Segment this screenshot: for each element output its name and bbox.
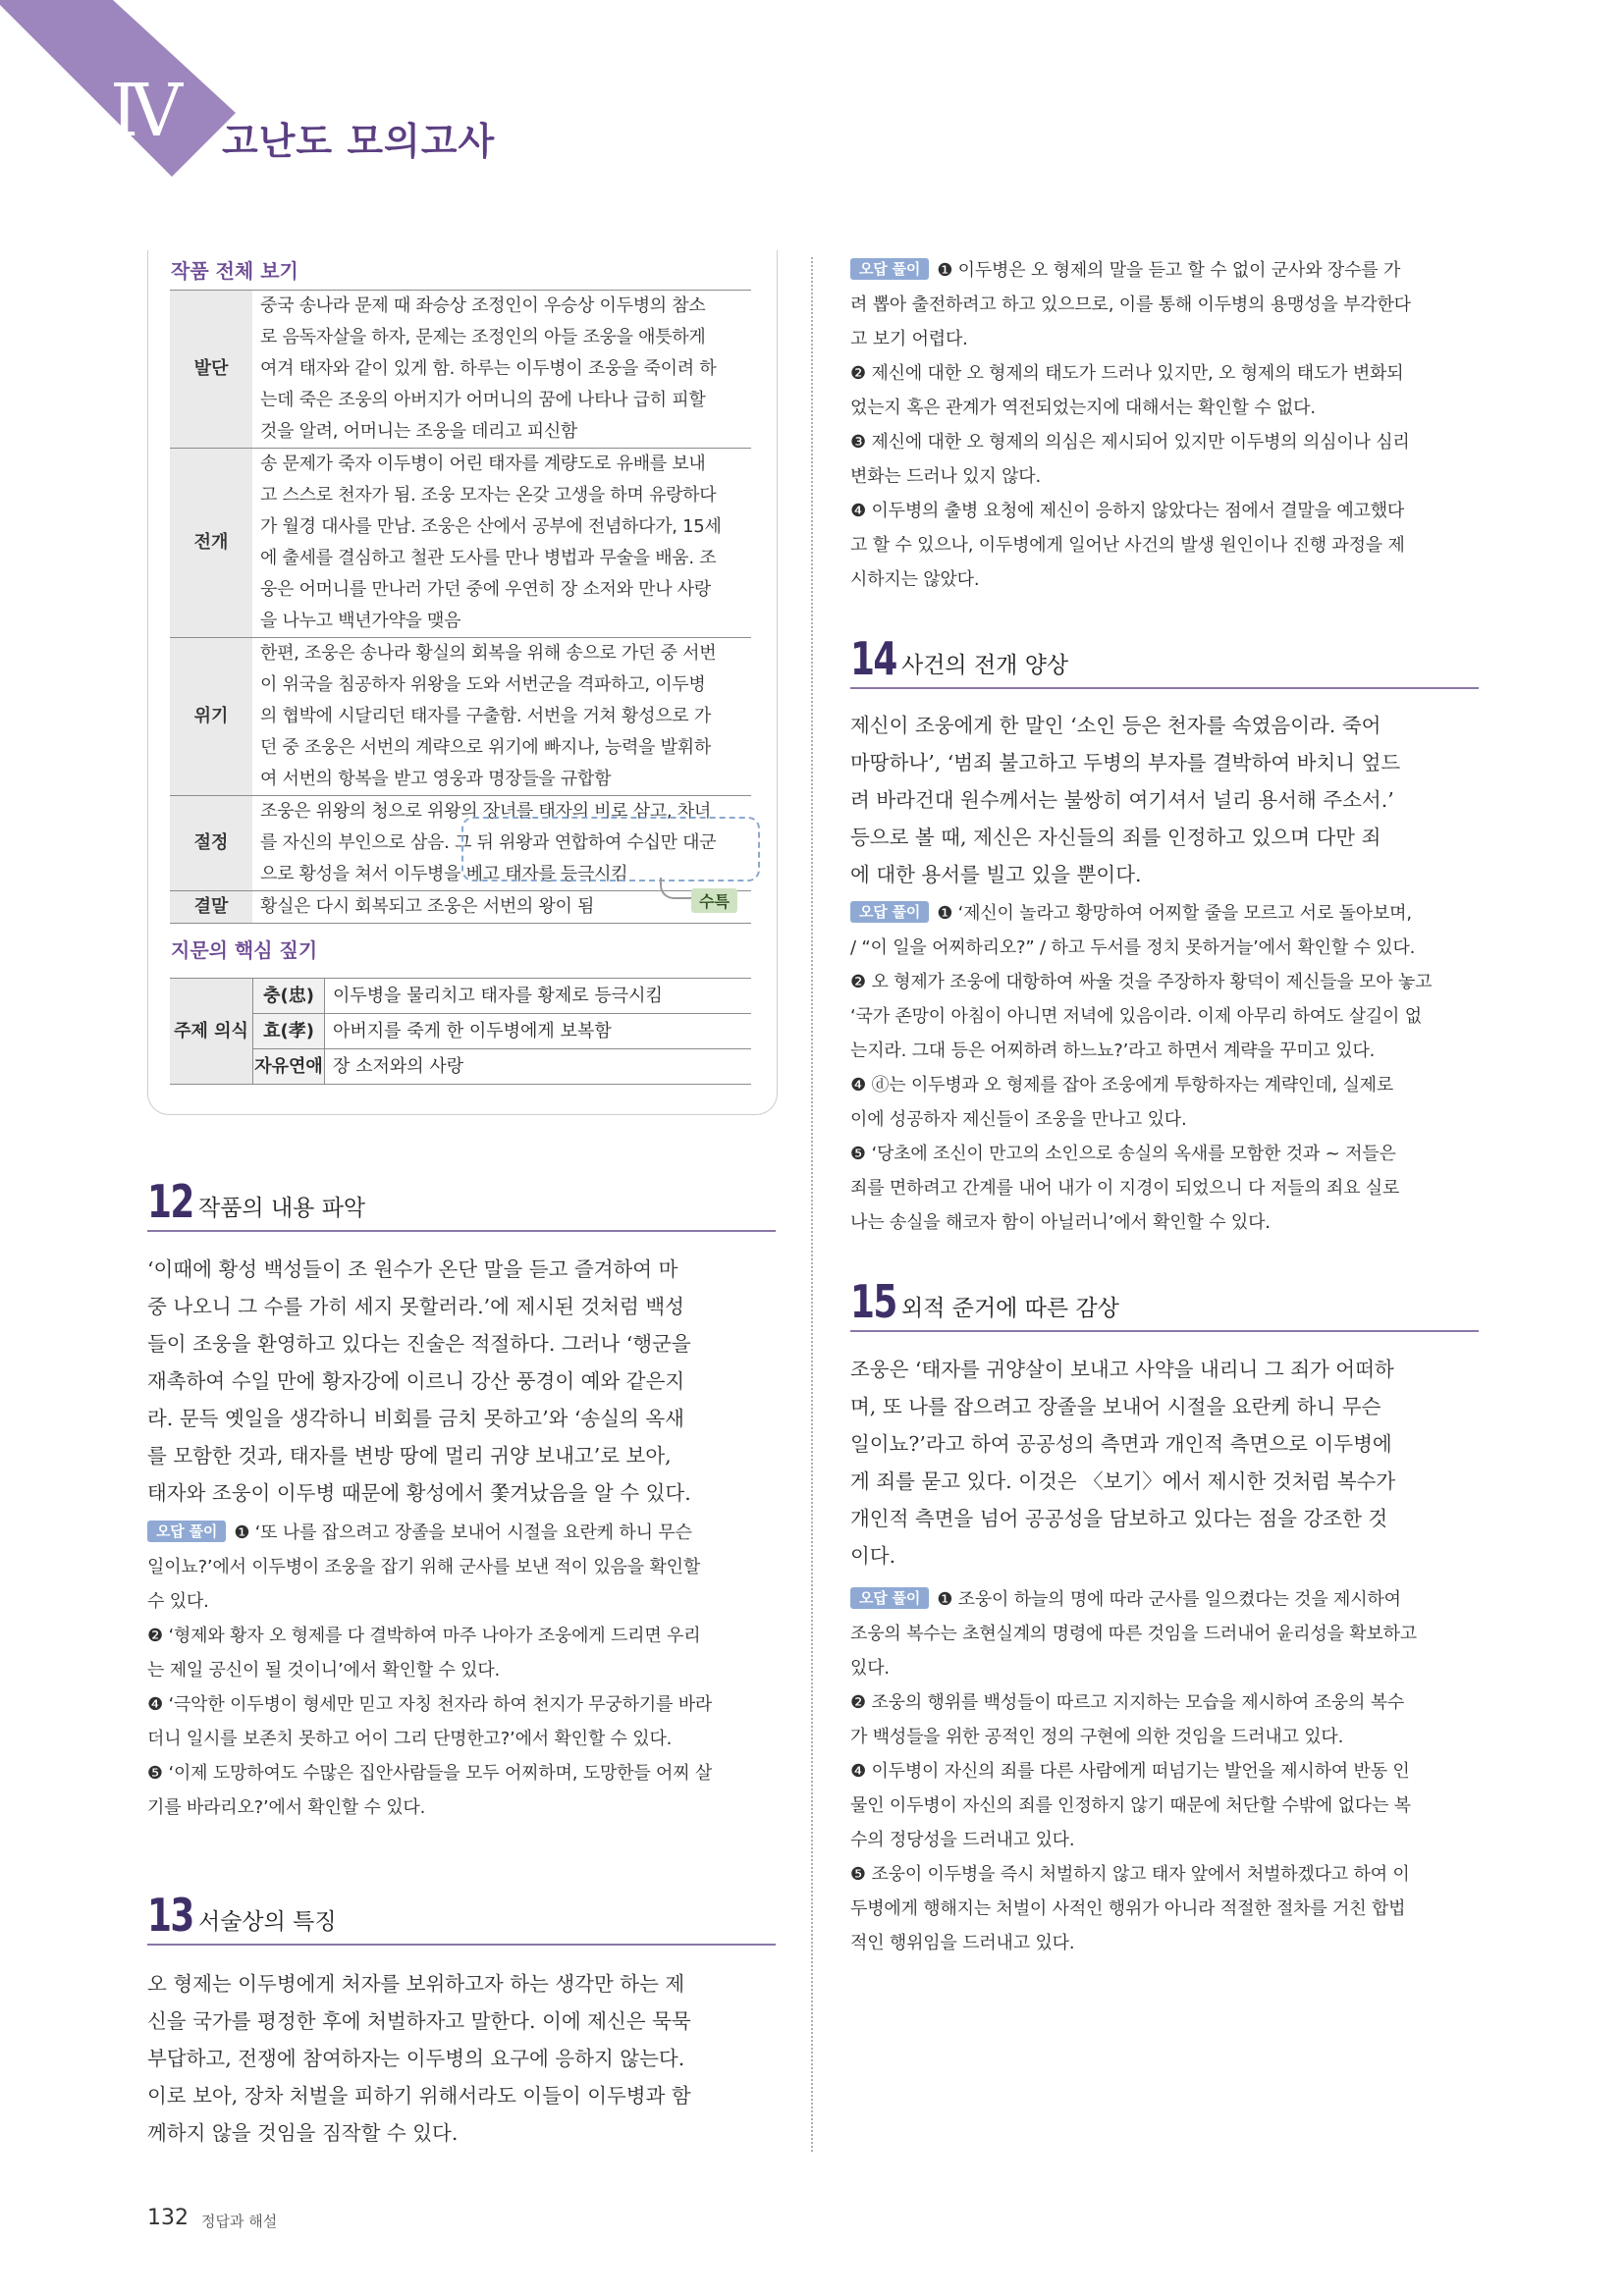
text-line: 마땅하나’, ‘범죄 불고하고 두병의 부자를 결박하여 바치니 엎드	[850, 751, 1401, 774]
text-line: 게 죄를 묻고 있다. 이것은 〈보기〉에서 제시한 것처럼 복수가	[850, 1469, 1396, 1493]
text-line: 물인 이두병이 자신의 죄를 인정하지 않기 때문에 처단할 수밖에 없다는 복	[850, 1795, 1411, 1816]
text-line: 신을 국가를 평정한 후에 처벌하자고 말한다. 이에 제신은 묵묵	[147, 2009, 691, 2033]
text-line: 부답하고, 전쟁에 참여하자는 이두병의 요구에 응하지 않는다.	[147, 2047, 685, 2070]
question-15-heading	[850, 1273, 1479, 1332]
text-line: ❷ 오 형제가 조웅에 대항하여 싸울 것을 주장하자 황덕이 제신들을 모아 놓고	[850, 972, 1433, 992]
q13-answer	[850, 253, 1479, 597]
theme-row	[170, 1014, 751, 1049]
text-line: ❷ ‘형제와 황자 오 형제를 다 결박하여 마주 나아가 조웅에게 드리면 우리	[147, 1626, 701, 1646]
text-line: ❺ 조웅이 이두병을 즉시 처벌하지 않고 태자 앞에서 처벌하겠다고 하여 이	[850, 1864, 1410, 1885]
text-line: 적인 행위임을 드러내고 있다.	[850, 1933, 1075, 1953]
answer-badge: 오답 풀이	[850, 258, 929, 280]
plot-line: 에 출세를 결심하고 철관 도사를 만나 병법과 무술을 배움. 조	[260, 548, 717, 568]
text-line: 제신이 조웅에게 한 말인 ‘소인 등은 천자를 속였음이라. 죽어	[850, 714, 1381, 737]
text-line: 를 모함한 것과, 태자를 변방 땅에 멀리 귀양 보내고’로 보아,	[147, 1444, 672, 1468]
theme-label: 주제 의식	[170, 979, 253, 1085]
text-line: 중 나오니 그 수를 가히 세지 못할러라.’에 제시된 것처럼 백성	[147, 1295, 684, 1318]
text-line: 들이 조웅을 환영하고 있다는 진술은 적절하다. 그러나 ‘행군을	[147, 1332, 691, 1356]
text-line: 변화는 드러나 있지 않다.	[850, 466, 1041, 487]
plot-stage-text	[252, 291, 751, 449]
text-line: 오 형제는 이두병에게 처자를 보위하고자 하는 생각만 하는 제	[147, 1972, 685, 1996]
theme-row	[170, 1049, 751, 1085]
text-line: 께하지 않을 것임을 짐작할 수 있다.	[147, 2121, 459, 2145]
text-line: 는 제일 공신이 될 것이니’에서 확인할 수 있다.	[147, 1660, 501, 1681]
text-line: / “이 일을 어찌하리오?” / 하고 두서를 정치 못하거늘’에서 확인할 수 있다.	[850, 937, 1416, 958]
theme-desc: 장 소저와의 사랑	[325, 1049, 752, 1085]
q14-body	[850, 707, 1479, 893]
answer-rest	[147, 1550, 776, 1825]
column-divider	[811, 257, 813, 2152]
plot-line: 황실은 다시 회복되고 조웅은 서번의 왕이 됨	[260, 896, 595, 917]
question-title: 사건의 전개 양상	[901, 653, 1069, 678]
plot-line: 로 음독자살을 하자, 문제는 조정인의 아들 조웅을 애틋하게	[260, 327, 706, 347]
answer-first-line: ❶ 이두병은 오 형제의 말을 듣고 할 수 없이 군사와 장수를 가	[937, 260, 1401, 281]
plot-line: 을 나누고 백년가약을 맺음	[260, 611, 461, 631]
text-line: 려 바라건대 원수께서는 불쌍히 여기셔서 널리 용서해 주소서.’	[850, 788, 1394, 812]
answer-rest	[850, 931, 1479, 1240]
text-line: ‘국가 존망이 아침이 아니면 저녁에 있음이라. 이제 아무리 하여도 살길이 없	[850, 1006, 1422, 1027]
page-number: 132	[147, 2206, 189, 2230]
plot-stage-text	[252, 638, 751, 796]
text-line: 재촉하여 수일 만에 황자강에 이르니 강산 풍경이 예와 같은지	[147, 1369, 685, 1393]
plot-line: 한편, 조웅은 송나라 황실의 회복을 위해 송으로 가던 중 서번	[260, 643, 717, 664]
plot-stage-label: 발단	[170, 291, 252, 449]
plot-line: 의 협박에 시달리던 태자를 구출함. 서번을 거쳐 황성으로 가	[260, 706, 711, 726]
plot-heading: 작품 전체 보기	[171, 259, 298, 283]
plot-line: 으로 황성을 쳐서 이두병을 베고 태자를 등극시킴	[260, 864, 628, 884]
theme-desc: 아버지를 죽게 한 이두병에게 보복함	[325, 1014, 752, 1049]
plot-stage-label: 위기	[170, 638, 252, 796]
question-number: 14	[850, 632, 896, 685]
text-line: 이다.	[850, 1544, 896, 1568]
plot-line: 여 서번의 항복을 받고 영웅과 명장들을 규합함	[260, 769, 612, 789]
text-line: 고 보기 어렵다.	[850, 329, 968, 349]
question-number: 12	[147, 1175, 193, 1228]
footer-section-label: 정답과 해설	[201, 2213, 278, 2230]
text-line: 기를 바라리오?’에서 확인할 수 있다.	[147, 1797, 426, 1818]
text-line: 며, 또 나를 잡으려고 장졸을 보내어 시절을 요란케 하니 무슨	[850, 1395, 1381, 1418]
theme-desc: 이두병을 물리치고 태자를 황제로 등극시킴	[325, 979, 752, 1014]
text-line: 에 대한 용서를 빌고 있을 뿐이다.	[850, 863, 1142, 886]
plot-row	[170, 638, 751, 796]
text-line: 수 있다.	[147, 1591, 209, 1612]
plot-stage-label: 전개	[170, 449, 252, 638]
text-line: 려 뽑아 출전하려고 하고 있으므로, 이를 통해 이두병의 용맹성을 부각한다	[850, 294, 1411, 315]
text-line: 개인적 측면을 넘어 공공성을 담보하고 있다는 점을 강조한 것	[850, 1507, 1388, 1530]
answer-first-line: ❶ 조웅이 하늘의 명에 따라 군사를 일으켰다는 것을 제시하여	[937, 1589, 1401, 1610]
text-line: 더니 일시를 보존치 못하고 어이 그리 단명한고?’에서 확인할 수 있다.	[147, 1729, 673, 1749]
text-line: 이에 성공하자 제신들이 조웅을 만나고 있다.	[850, 1109, 1187, 1130]
plot-line: 이 위국을 침공하자 위왕을 도와 서번군을 격파하고, 이두병	[260, 674, 706, 695]
theme-table	[170, 978, 751, 1085]
text-line: 나는 송실을 해코자 함이 아닐러니’에서 확인할 수 있다.	[850, 1212, 1271, 1233]
answer-rest	[850, 288, 1479, 597]
text-line: 등으로 볼 때, 제신은 자신들의 죄를 인정하고 있으며 다만 죄	[850, 826, 1381, 849]
text-line: 죄를 면하려고 간계를 내어 내가 이 지경이 되었으니 다 저들의 죄요 실로	[850, 1178, 1400, 1199]
text-line: ❸ 제신에 대한 오 형제의 의심은 제시되어 있지만 이두병의 의심이나 심리	[850, 432, 1410, 453]
plot-line: 가 월경 대사를 만남. 조웅은 산에서 공부에 전념하다가, 15세	[260, 516, 722, 537]
theme-row	[170, 979, 751, 1014]
text-line: ❹ ‘극악한 이두병이 형세만 믿고 자칭 천자라 하여 천지가 무궁하기를 바라	[147, 1694, 713, 1715]
answer-rest	[850, 1617, 1479, 1960]
plot-line: 고 스스로 천자가 됨. 조웅 모자는 온갖 고생을 하며 유랑하다	[260, 485, 717, 506]
text-line: 수의 정당성을 드러내고 있다.	[850, 1830, 1075, 1850]
answer-badge: 오답 풀이	[147, 1521, 226, 1542]
plot-line: 여겨 태자와 같이 있게 함. 하루는 이두병이 조웅을 죽이려 하	[260, 358, 717, 379]
text-line: ‘이때에 황성 백성들이 조 원수가 온단 말을 듣고 즐겨하여 마	[147, 1257, 678, 1281]
plot-line: 것을 알려, 어머니는 조웅을 데리고 피신함	[260, 421, 578, 442]
plot-line: 던 중 조웅은 서번의 계략으로 위기에 빠지나, 능력을 발휘하	[260, 737, 711, 758]
text-line: 었는지 혹은 관계가 역전되었는지에 대해서는 확인할 수 없다.	[850, 398, 1316, 418]
answer-first-line: ❶ ‘제신이 놀라고 황망하여 어찌할 줄을 모르고 서로 돌아보며,	[937, 903, 1412, 924]
text-line: ❷ 조웅의 행위를 백성들이 따르고 지지하는 모습을 제시하여 조웅의 복수	[850, 1692, 1405, 1713]
memo-tag: 수특	[691, 888, 737, 913]
text-line: 두병에게 행해지는 처벌이 사적인 행위가 아니라 적절한 절차를 거친 합법	[850, 1898, 1406, 1919]
plot-row	[170, 291, 751, 449]
question-number: 15	[850, 1275, 896, 1328]
question-number: 13	[147, 1889, 193, 1942]
question-title: 서술상의 특징	[198, 1909, 337, 1935]
text-line: ❺ ‘이제 도망하여도 수많은 집안사람들을 모두 어찌하며, 도망한들 어찌 살	[147, 1763, 713, 1784]
text-line: ❹ 이두병이 자신의 죄를 다른 사람에게 떠넘기는 발언을 제시하여 반동 인	[850, 1761, 1410, 1782]
text-line: 이로 보아, 장차 처벌을 피하기 위해서라도 이들이 이두병과 함	[147, 2084, 691, 2108]
question-title: 작품의 내용 파악	[198, 1196, 366, 1221]
plot-stage-label: 결말	[170, 891, 252, 924]
text-line: 조웅은 ‘태자를 귀양살이 보내고 사약을 내리니 그 죄가 어떠하	[850, 1358, 1394, 1381]
section-title: 고난도 모의고사	[222, 120, 496, 163]
text-line: 태자와 조웅이 이두병 때문에 황성에서 쫓겨났음을 알 수 있다.	[147, 1481, 691, 1505]
text-line: 는지라. 그대 등은 어찌하려 하느뇨?’라고 하면서 계략을 꾸미고 있다.	[850, 1041, 1376, 1061]
plot-line: 웅은 어머니를 만나러 가던 중에 우연히 장 소저와 만나 사랑	[260, 579, 711, 600]
text-line: ❹ ⓓ는 이두병과 오 형제를 잡아 조웅에게 투항하자는 계략인데, 실제로	[850, 1075, 1394, 1095]
q15-body	[850, 1351, 1479, 1575]
q12-answer	[147, 1516, 776, 1825]
memo-connector	[660, 878, 695, 899]
answer-first-line: ❶ ‘또 나를 잡으려고 장졸을 보내어 시절을 요란케 하니 무슨	[234, 1522, 692, 1543]
q15-answer	[850, 1582, 1479, 1960]
highlight-dashed-box	[461, 817, 760, 881]
plot-stage-text	[252, 449, 751, 638]
plot-line: 중국 송나라 문제 때 좌승상 조정인이 우승상 이두병의 참소	[260, 295, 706, 316]
plot-line: 송 문제가 죽자 이두병이 어린 태자를 계량도로 유배를 보내	[260, 454, 706, 474]
plot-stage-label: 절정	[170, 796, 252, 891]
question-title: 외적 준거에 따른 감상	[901, 1296, 1119, 1321]
theme-value: 충(忠)	[253, 979, 325, 1014]
text-line: 있다.	[850, 1658, 890, 1679]
question-12-heading	[147, 1173, 776, 1232]
plot-line: 는데 죽은 조웅의 아버지가 어머니의 꿈에 나타나 급히 피할	[260, 390, 706, 410]
text-line: 일이뇨?’에서 이두병이 조웅을 잡기 위해 군사를 보낸 적이 있음을 확인할	[147, 1557, 701, 1577]
plot-row	[170, 449, 751, 638]
plot-line: 를 자신의 부인으로 삼음. 그 뒤 위왕과 연합하여 수십만 대군	[260, 832, 717, 853]
text-line: 일이뇨?’라고 하여 공공성의 측면과 개인적 측면으로 이두병에	[850, 1432, 1392, 1456]
text-line: ❺ ‘당초에 조신이 만고의 소인으로 송실의 옥새를 모함한 것과 ~ 저들은	[850, 1144, 1396, 1164]
text-line: ❷ 제신에 대한 오 형제의 태도가 드러나 있지만, 오 형제의 태도가 변화되	[850, 363, 1404, 384]
text-line: 시하지는 않았다.	[850, 569, 980, 590]
question-14-heading	[850, 630, 1479, 689]
theme-heading: 지문의 핵심 짚기	[171, 938, 318, 962]
answer-badge: 오답 풀이	[850, 901, 929, 923]
text-line: 조웅의 복수는 초현실계의 명령에 따른 것임을 드러내어 윤리성을 확보하고	[850, 1624, 1417, 1644]
plot-line: 조웅은 위왕의 청으로 위왕의 장녀를 태자의 비로 삼고, 차녀	[260, 801, 711, 822]
text-line: 고 할 수 있으나, 이두병에게 일어난 사건의 발생 원인이나 진행 과정을 제	[850, 535, 1405, 556]
chapter-numeral: Ⅳ	[110, 69, 179, 153]
text-line: 가 백성들을 위한 공적인 정의 구현에 의한 것임을 드러내고 있다.	[850, 1727, 1344, 1747]
q13-body	[147, 1965, 776, 2152]
q12-body	[147, 1251, 776, 1512]
theme-value: 효(孝)	[253, 1014, 325, 1049]
text-line: 라. 문득 옛일을 생각하니 비회를 금치 못하고’와 ‘송실의 옥새	[147, 1407, 684, 1430]
answer-badge: 오답 풀이	[850, 1587, 929, 1609]
text-line: ❹ 이두병의 출병 요청에 제신이 응하지 않았다는 점에서 결말을 예고했다	[850, 501, 1405, 521]
question-13-heading	[147, 1887, 776, 1946]
q14-answer	[850, 896, 1479, 1240]
theme-value: 자유연애	[253, 1049, 325, 1085]
